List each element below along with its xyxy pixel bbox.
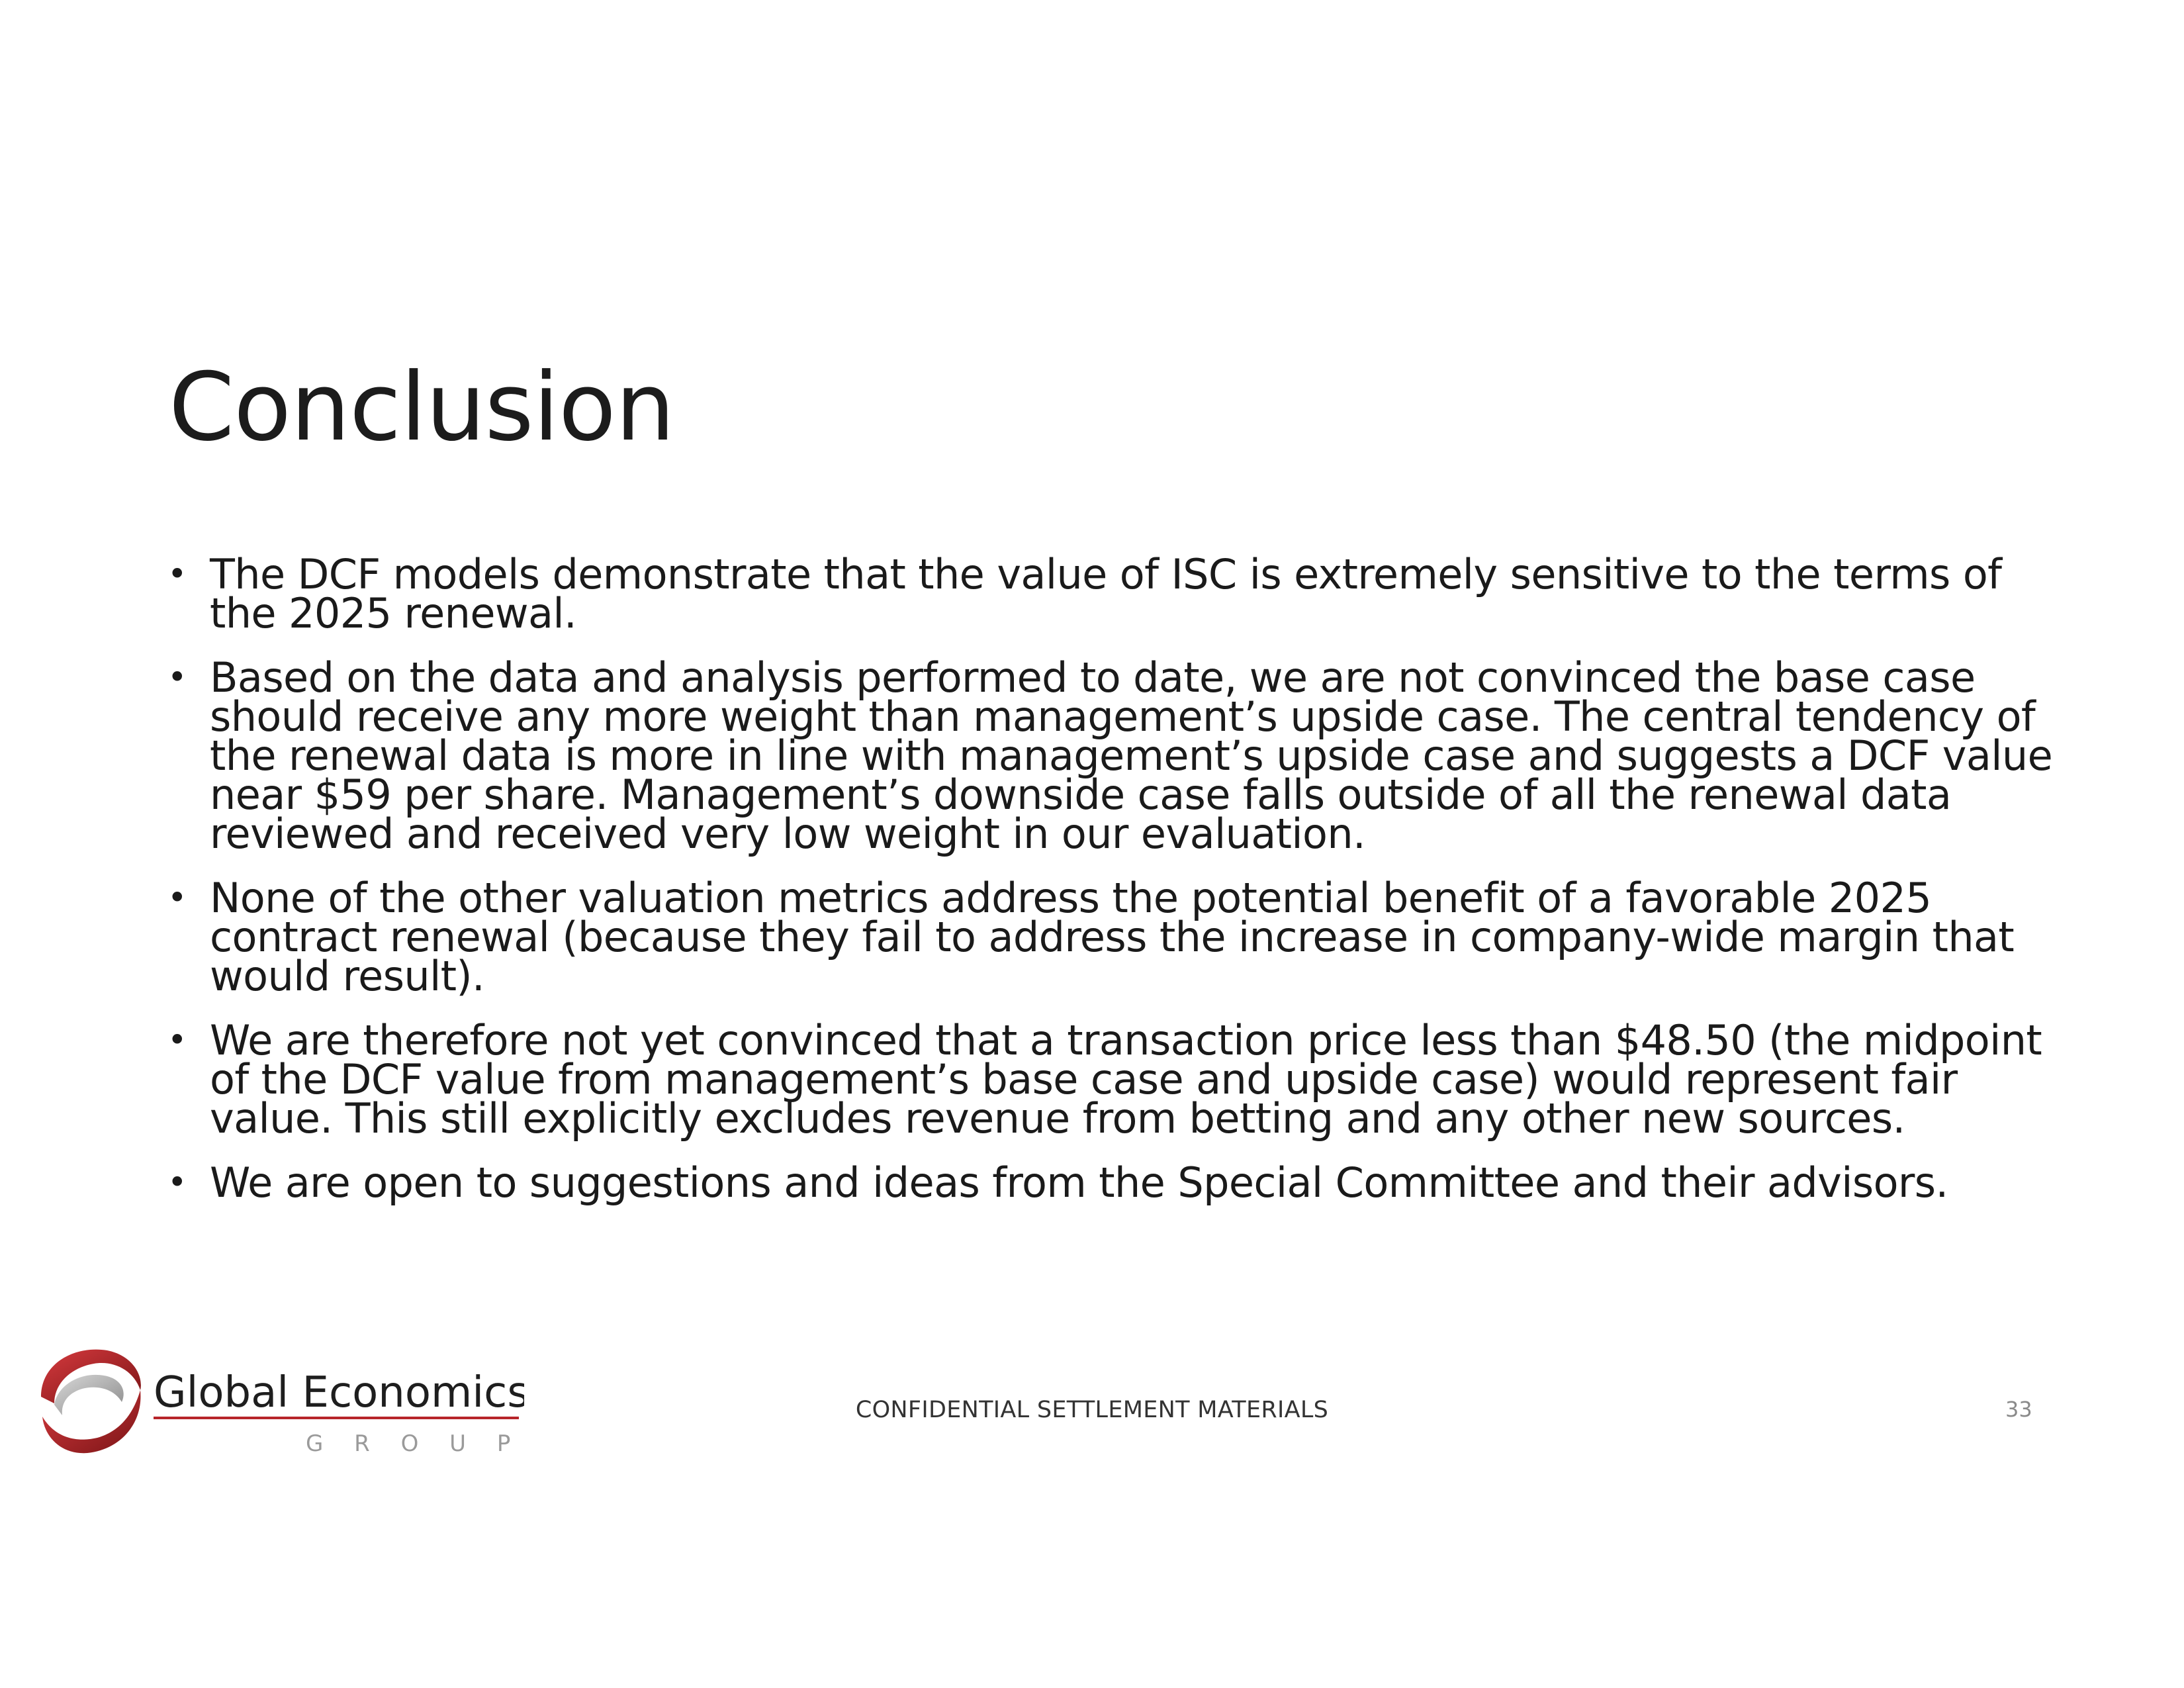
confidential-footer: CONFIDENTIAL SETTLEMENT MATERIALS: [855, 1397, 1329, 1423]
logo-name: Global Economics: [154, 1368, 524, 1417]
slide-title: Conclusion: [169, 353, 674, 462]
bullet-item: • We are open to suggestions and ideas from the Special Committee and their advisors.: [162, 1163, 2062, 1202]
page-number: 33: [2005, 1397, 2032, 1422]
bullet-item: • None of the other valuation metrics address the potential benefit of a favorable 2025 contract renewal (because they fail to address the increase in company-wide margin that would result).: [162, 878, 2062, 996]
bullet-item: • The DCF models demonstrate that the value of ISC is extremely sensitive to the terms of the 2025 renewal.: [162, 555, 2062, 633]
logo-sub: G R O U P: [306, 1430, 523, 1457]
bullet-item: • We are therefore not yet convinced that a transaction price less than $48.50 (the midpoint of the DCF value from management’s base case and upside case) would represent fair value. This still explicitly excludes revenue from betting and any other new sources.: [162, 1021, 2062, 1138]
bullet-item: • Based on the data and analysis performed to date, we are not convinced the base case should receive any more weight than management’s upside case. The central tendency of the renewal data is more in line with management’s upside case and suggests a DCF value near $59 per share. Management’s downside case falls outside of all the renewal data reviewed and received very low weight in our evaluation.: [162, 658, 2062, 853]
bullet-list: [162, 550, 2062, 1227]
